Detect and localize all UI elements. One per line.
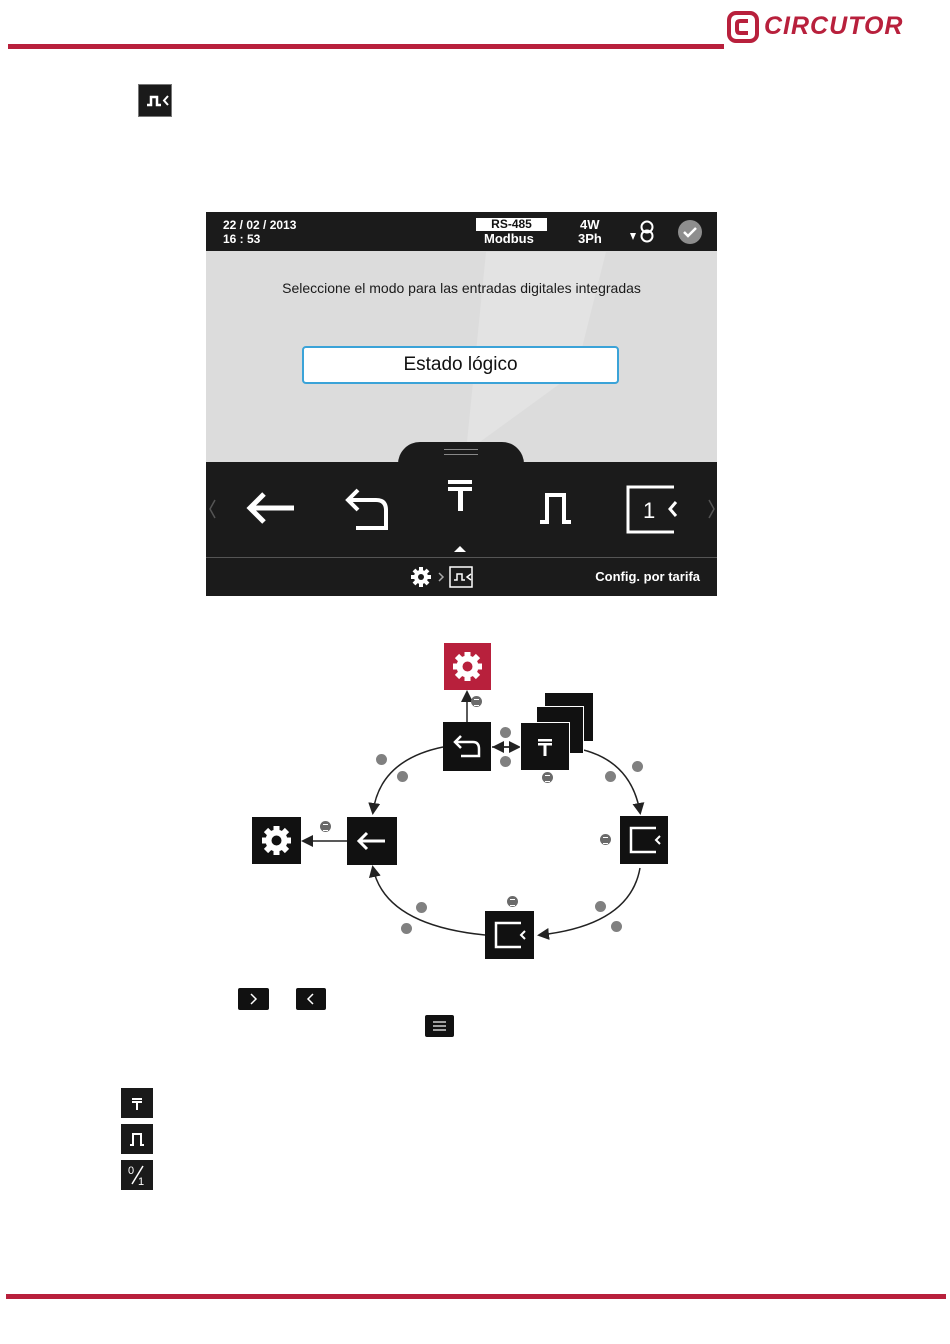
settings-gear-icon[interactable]	[444, 643, 491, 690]
logic-state-icon	[121, 1160, 153, 1190]
breadcrumb	[410, 565, 474, 589]
tariff-t-icon[interactable]	[520, 722, 570, 771]
transformer-icon	[628, 219, 658, 245]
brand-logo	[726, 10, 906, 44]
menu-key-icon	[507, 896, 518, 907]
header-rule	[8, 44, 724, 49]
svg-text:1: 1	[643, 498, 656, 523]
menu-key-icon	[542, 772, 553, 783]
mode-prompt: Seleccione el modo para las entradas digitales integradas	[282, 280, 641, 296]
scroll-right-icon[interactable]	[709, 500, 714, 518]
key-dot	[401, 923, 412, 934]
key-dot	[397, 771, 408, 782]
device-screen	[206, 212, 717, 596]
svg-text:1: 1	[138, 1176, 145, 1188]
circutor-logo-icon	[726, 10, 760, 44]
footer-rule	[6, 1294, 946, 1299]
key-dot	[416, 902, 427, 913]
left-key-icon	[296, 988, 326, 1010]
key-dot	[500, 756, 511, 767]
wiring-mode-top: 4W	[580, 217, 600, 232]
menu-separator	[206, 557, 717, 558]
menu-key-icon	[471, 696, 482, 707]
menu-key-icon	[320, 821, 331, 832]
breadcrumb-label: Config. por tarifa	[595, 569, 700, 584]
key-dot	[605, 771, 616, 782]
digital-input-mode-select[interactable]: Estado lógico	[302, 346, 619, 384]
wiring-mode-bottom: 3Ph	[578, 231, 602, 246]
input-icon[interactable]	[485, 911, 534, 959]
settings-gear-icon	[411, 567, 431, 587]
scroll-left-icon[interactable]	[210, 500, 215, 518]
brand-name: CIRCUTOR	[764, 12, 904, 40]
menu-tab-handle	[444, 449, 478, 455]
comm-protocol-label: Modbus	[484, 231, 534, 246]
right-key-icon	[238, 988, 269, 1010]
pulse-icon	[121, 1124, 153, 1154]
comm-protocol-badge: RS-485	[476, 218, 547, 231]
key-dot	[500, 727, 511, 738]
tariff-t-icon	[121, 1088, 153, 1118]
status-ok-icon	[678, 220, 702, 244]
menu-key-icon	[600, 834, 611, 845]
key-dot	[611, 921, 622, 932]
tariff-t-icon[interactable]	[448, 480, 472, 552]
status-date: 22 / 02 / 2013	[223, 218, 297, 232]
key-dot	[632, 761, 643, 772]
pulse-icon[interactable]	[540, 495, 571, 522]
undo-icon[interactable]	[443, 722, 491, 771]
chevron-right-icon	[439, 573, 443, 581]
input-icon[interactable]	[620, 816, 668, 864]
settings-gear-icon[interactable]	[252, 817, 301, 864]
key-dot	[376, 754, 387, 765]
status-bar	[206, 212, 717, 251]
input-pulse-icon	[138, 84, 172, 117]
key-dot	[595, 901, 606, 912]
input-pulse-icon	[450, 567, 472, 587]
svg-text:0: 0	[128, 1165, 135, 1177]
status-time: 16 : 53	[223, 232, 261, 246]
back-arrow-icon[interactable]	[347, 817, 397, 865]
input-1-icon[interactable]	[628, 487, 676, 532]
back-arrow-icon[interactable]	[250, 494, 294, 522]
undo-icon[interactable]	[348, 490, 386, 528]
menu-key-icon	[425, 1015, 454, 1037]
